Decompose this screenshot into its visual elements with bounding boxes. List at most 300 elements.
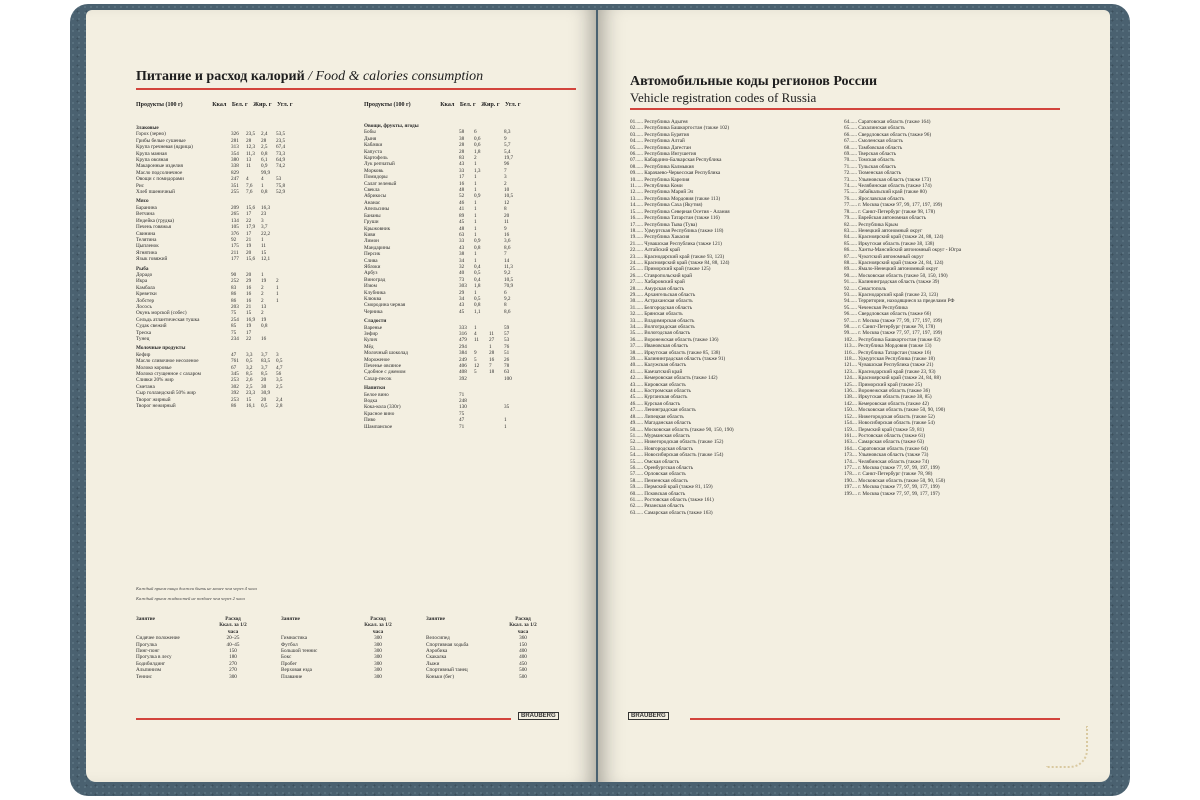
region-code-line: 118.... Удмуртская Республика (также 18) <box>844 356 935 363</box>
food-value: 1 <box>474 289 477 296</box>
food-value: 3,7 <box>261 224 268 231</box>
food-row <box>136 256 291 262</box>
activity-kcal: 400 <box>519 654 527 661</box>
region-code-line: 59...... Пермский край (также 81, 159) <box>630 484 713 491</box>
food-value: 10,5 <box>504 276 514 283</box>
food-name: Язык говяжий <box>136 256 168 263</box>
food-value: 354 <box>231 150 239 157</box>
food-value: 12 <box>504 199 510 206</box>
food-value: 92 <box>231 236 237 243</box>
region-code-line: 02...... Республика Башкортостан (также 102) <box>630 125 730 132</box>
food-value: 384 <box>459 350 467 357</box>
food-value: 408 <box>459 369 467 376</box>
region-code-line: 19...... Республика Хакасия <box>630 234 690 241</box>
title-ru: Питание и расход калорий <box>136 69 305 84</box>
region-code-line: 48...... Липецкая область <box>630 413 684 420</box>
region-code-line: 50...... Московская область (также 90, 150, 190) <box>630 426 734 433</box>
region-code-line: 85...... Иркутская область (также 38, 138) <box>844 240 935 247</box>
food-value: 1 <box>276 291 279 298</box>
food-value: 316 <box>459 331 467 337</box>
food-value: 89 <box>459 212 465 219</box>
activity-header-name: Занятие <box>281 616 300 622</box>
activity-table-3 <box>426 616 538 680</box>
region-code-line: 42...... Кемеровская область (также 142) <box>630 375 718 382</box>
food-value: 35 <box>504 404 510 411</box>
activity-header-kcal: Расход Ккал. за 1/2 часа <box>364 616 392 635</box>
region-code-line: 04...... Республика Алтай <box>630 138 685 145</box>
food-value: 51 <box>504 350 510 357</box>
food-value: 4 <box>261 176 264 183</box>
food-name: Грибы белые сушеные <box>136 137 186 144</box>
food-value: 0,9 <box>261 163 268 170</box>
food-name: Сметана <box>136 383 155 390</box>
region-code-line: 60...... Псковская область <box>630 490 686 497</box>
food-value: 11 <box>246 163 251 170</box>
food-name: Ананас <box>364 199 381 206</box>
food-value: 253 <box>231 396 239 403</box>
food-name: Дорадо <box>136 271 153 278</box>
region-code-line: 96...... Свердловская область (также 66) <box>844 311 932 318</box>
food-value: 52,9 <box>276 189 286 196</box>
food-value: 3 <box>504 174 507 181</box>
food-name: Сыр голландский 50% жир <box>136 390 196 397</box>
food-value: 0,5 <box>261 403 268 410</box>
food-value: 376 <box>231 230 239 237</box>
food-name: Помидоры <box>364 174 388 181</box>
food-value: 8 <box>504 206 507 213</box>
food-value: 16 <box>504 231 510 238</box>
food-value: 38 <box>459 251 465 258</box>
activity-name: Скакалка <box>426 654 447 661</box>
food-value: 2 <box>276 278 279 285</box>
food-value: 43 <box>459 302 465 309</box>
region-code-line: 22...... Алтайский край <box>630 247 680 254</box>
food-value: 17 <box>246 211 252 218</box>
food-value: 5 <box>474 369 477 376</box>
food-name: Баранина <box>136 204 157 211</box>
note-2: Каждый прием жидкостей не позднее чем через 2 часа <box>136 596 245 601</box>
food-value: 1 <box>261 236 264 243</box>
food-row <box>364 376 519 382</box>
food-name: Масло подсолнечное <box>136 169 183 176</box>
food-name: Мандарины <box>364 244 391 251</box>
region-code-line: 01...... Республика Адыгея <box>630 119 688 125</box>
region-code-line: 161.... Ростовская область (также 61) <box>844 432 926 439</box>
region-code-line: 10...... Республика Карелия <box>630 176 690 183</box>
food-name: Зефир <box>364 331 378 337</box>
region-code-line: 15...... Республика Северная Осетия - Алания <box>630 208 730 215</box>
food-value: 4 <box>246 176 249 183</box>
food-value: 21 <box>246 303 252 310</box>
food-name: Рис <box>136 182 144 189</box>
food-name: Дыня <box>364 135 377 142</box>
activity-header-kcal: Расход Ккал. за 1/2 часа <box>509 616 537 635</box>
food-value: 479 <box>459 337 467 344</box>
food-value: 52 <box>459 193 465 200</box>
region-code-line: 164.... Саратовская область (также 64) <box>844 445 928 452</box>
food-name: Свинина <box>136 230 156 237</box>
food-value: 255 <box>231 189 239 196</box>
food-section-title: Мясо <box>136 198 149 205</box>
activity-kcal: 150 <box>519 641 527 648</box>
food-name: Бобы <box>364 129 376 136</box>
food-value: 7,6 <box>246 182 253 189</box>
region-code-line: 152.... Нижегородская область (также 52) <box>844 413 935 420</box>
food-value: 53,5 <box>276 131 286 138</box>
food-value: 5,4 <box>504 148 511 155</box>
bottom-underline <box>136 718 511 720</box>
food-value: 9 <box>474 350 477 357</box>
activity-row <box>426 674 538 680</box>
food-value: 29 <box>246 278 252 285</box>
food-value: 2,4 <box>261 131 268 138</box>
region-code-line: 178.... г. Санкт-Петербург (также 78, 98) <box>844 471 933 478</box>
food-table-col2 <box>364 120 519 430</box>
food-value: 2 <box>261 297 264 304</box>
food-section-title: Молочные продукты <box>136 345 186 352</box>
food-value: 58 <box>459 129 465 136</box>
food-value: 1 <box>504 423 507 430</box>
region-code-line: 24...... Красноярский край (также 84, 88, 124) <box>630 259 730 266</box>
food-value: 3,5 <box>276 377 283 384</box>
food-value: 3,7 <box>261 351 268 358</box>
food-value: 2 <box>504 180 507 187</box>
food-value: 406 <box>459 363 467 370</box>
activity-name: Футбол <box>281 641 298 648</box>
food-value <box>474 424 489 430</box>
activity-name: Бодибилдинг <box>136 660 166 667</box>
food-value: 19 <box>246 323 252 330</box>
brand-logo-right: BRAUBERG <box>628 712 669 720</box>
food-value: 2,5 <box>246 383 253 390</box>
left-page <box>86 10 596 782</box>
food-value: 5 <box>474 356 477 363</box>
activity-kcal: 300 <box>374 660 382 667</box>
header-kcal: Ккал <box>440 102 455 108</box>
region-code-line: 78...... г. Санкт-Петербург (также 98, 178) <box>844 208 935 215</box>
region-code-line: 70...... Томская область <box>844 157 895 164</box>
region-code-line: 26...... Ставропольский край <box>630 272 693 279</box>
food-value: 46 <box>459 199 465 206</box>
activity-kcal: 300 <box>374 654 382 661</box>
food-value: 22 <box>246 217 252 224</box>
food-value: 3,3 <box>246 351 253 358</box>
food-value: 203 <box>231 303 239 310</box>
food-name: Капуста <box>364 148 382 155</box>
food-value: 12,3 <box>246 144 256 151</box>
region-code-line: 174.... Челябинская область (также 74) <box>844 458 929 465</box>
food-value: 90 <box>231 271 237 278</box>
region-code-line: 75...... Забайкальский край (также 80) <box>844 189 927 196</box>
food-value: 0,5 <box>474 270 481 277</box>
food-value: 0,6 <box>474 142 481 149</box>
food-value: 761 <box>231 358 239 365</box>
food-name: Печенье овсяное <box>364 363 402 370</box>
food-value: 86 <box>231 403 237 410</box>
region-code-line: 06...... Республика Ингушетия <box>630 151 697 158</box>
food-value: 12,1 <box>261 256 271 263</box>
food-value: 15 <box>261 249 267 256</box>
food-value: 294 <box>459 343 467 350</box>
food-value: 392 <box>459 375 467 382</box>
food-value: 380 <box>231 157 239 164</box>
food-value: 28 <box>261 137 267 144</box>
region-code-line: 98...... г. Санкт-Петербург (также 78, 178) <box>844 324 935 330</box>
food-value: 0,4 <box>474 263 481 270</box>
food-value: 4,7 <box>276 364 283 371</box>
food-value: 21 <box>246 236 252 243</box>
title-en: Food & calories consumption <box>315 69 484 84</box>
region-code-line: 14...... Республика Саха (Якутия) <box>630 202 703 209</box>
region-code-line: 58...... Пензенская область <box>630 477 688 484</box>
food-value: 22 <box>246 336 252 342</box>
food-name: Красное вино <box>364 410 395 417</box>
activity-kcal: 450 <box>519 660 527 667</box>
food-name: Пиво <box>364 417 376 424</box>
region-code-line: 138.... Иркутская область (также 38, 85) <box>844 394 932 401</box>
food-name: Сливки 20% жир <box>136 377 174 384</box>
title-separator: / <box>304 69 316 84</box>
food-value: 2,8 <box>276 403 283 410</box>
left-page-title <box>136 69 483 85</box>
food-value: 1 <box>474 219 477 226</box>
header-fat: Жир. г <box>481 102 500 108</box>
food-value: 18 <box>489 369 495 376</box>
food-value: 351 <box>231 182 239 189</box>
food-value: 71 <box>459 391 465 398</box>
activity-name: Прогулка в лесу <box>136 654 172 661</box>
food-value: 73,3 <box>276 150 286 157</box>
food-value: 5,7 <box>504 142 511 149</box>
food-name: Мёд <box>364 343 374 350</box>
food-value: 7 <box>489 363 492 370</box>
food-value: 12 <box>474 363 480 370</box>
food-row <box>136 189 291 195</box>
food-value: 48 <box>459 187 465 194</box>
food-value: 8 <box>504 302 507 309</box>
food-value: 17,9 <box>246 224 256 231</box>
activity-name: Пробег <box>281 660 297 667</box>
food-value: 83,5 <box>261 358 271 365</box>
food-value: 0,4 <box>474 276 481 283</box>
region-code-line: 77...... г. Москва (также 97, 99, 177, 197, 199) <box>844 202 943 209</box>
region-code-line: 121.... Чувашская Республика (также 21) <box>844 362 934 369</box>
food-value: 2 <box>474 155 477 162</box>
food-name: Кабачки <box>364 142 383 149</box>
region-code-line: 91...... Калининградская область (также 39) <box>844 279 940 286</box>
region-code-line: 74...... Челябинская область (также 174) <box>844 183 932 190</box>
region-code-line: 25...... Приморский край (также 125) <box>630 266 711 273</box>
activity-header-row <box>281 616 393 635</box>
region-code-line: 56...... Оренбургская область <box>630 464 694 471</box>
food-name: Масло сливочное несоленое <box>136 358 199 365</box>
food-value: 209 <box>231 204 239 211</box>
region-code-line: 142.... Кемеровская область (также 42) <box>844 400 929 407</box>
activity-kcal: 300 <box>374 667 382 674</box>
food-value: 254 <box>231 316 239 323</box>
food-value: 19 <box>261 278 267 285</box>
region-codes-col1 <box>630 119 835 516</box>
food-name: Цыпленок <box>136 243 159 250</box>
food-name: Белое вино <box>364 391 389 398</box>
activity-kcal: 360 <box>519 635 527 642</box>
right-bottom-underline <box>690 718 1060 720</box>
region-code-line: 124.... Красноярский край (также 24, 84, 88) <box>844 375 941 382</box>
region-code-line: 177.... г. Москва (также 77, 97, 99, 197, 199) <box>844 464 940 471</box>
region-code-line: 07...... Кабардино-Балкарская Республика <box>630 157 722 164</box>
food-value: 15,6 <box>246 204 256 211</box>
food-name: Индейка (грудка) <box>136 217 175 224</box>
region-code-line: 61...... Ростовская область (также 161) <box>630 496 714 503</box>
food-value: 78 <box>504 363 510 370</box>
page-corner-decoration <box>1046 726 1088 768</box>
region-code-line: 37...... Ивановская область <box>630 343 689 350</box>
food-value: 23,3 <box>246 390 256 397</box>
food-value: 11,3 <box>246 150 255 157</box>
region-code-line: 199.... г. Москва (также 77, 97, 99, 177, 197) <box>844 490 940 497</box>
food-value: 249 <box>459 356 467 363</box>
food-name: Телятина <box>136 236 157 243</box>
food-value: 3,6 <box>504 238 511 245</box>
food-value: 67 <box>231 364 237 371</box>
region-code-line: 82...... Республика Крым <box>844 221 898 228</box>
food-value: 338 <box>231 163 239 170</box>
food-value: 86 <box>231 297 237 304</box>
activity-kcal: 150 <box>229 648 237 655</box>
food-name: Крупа гречневая (ядрица) <box>136 144 193 151</box>
activity-name: Прогулка <box>136 641 157 648</box>
activity-header-kcal: Расход Ккал. за 1/2 часа <box>219 616 247 635</box>
region-code-line: 116.... Республика Татарстан (также 16) <box>844 349 932 356</box>
food-value: 45 <box>459 219 465 226</box>
food-value: 32 <box>459 263 465 270</box>
region-code-line: 173.... Ульяновская область (также 73) <box>844 452 929 459</box>
activity-name: Верховая езда <box>281 667 312 674</box>
food-name: Молоко сгущенное с сахаром <box>136 371 201 378</box>
food-value: 53 <box>276 176 282 183</box>
food-value: 0,8 <box>261 323 268 330</box>
food-name: Шампанское <box>364 423 393 430</box>
region-code-line: 87...... Чукотский автономный округ <box>844 253 924 260</box>
food-value: 43 <box>459 161 465 168</box>
food-value: 16 <box>489 356 495 363</box>
region-code-line: 53...... Новгородская область <box>630 445 693 452</box>
food-value: 64,9 <box>276 157 286 164</box>
food-name: Сахар-песок <box>364 375 392 382</box>
activity-row <box>281 674 393 680</box>
food-value: 1 <box>474 257 477 264</box>
table-header-col1 <box>136 102 292 108</box>
region-code-line: 28...... Амурская область <box>630 285 685 292</box>
food-value: 16 <box>246 291 252 298</box>
food-value: 16 <box>246 297 252 304</box>
right-page-title: Автомобильные коды регионов России <box>630 74 878 89</box>
food-name: Кока-кола (330г) <box>364 404 401 411</box>
region-code-line: 113.... Республика Мордовия (также 13) <box>844 343 932 350</box>
food-name: Сельдь атлантическая тушка <box>136 316 200 323</box>
food-name: Окунь морской (собес) <box>136 310 187 317</box>
food-name: Крупа манная <box>136 150 167 157</box>
activity-header-row <box>426 616 538 635</box>
food-value: 3 <box>261 217 264 224</box>
food-value: 20 <box>246 271 252 278</box>
food-value: 16,1 <box>246 403 256 410</box>
region-code-line: 159.... Пермский край (также 59, 81) <box>844 426 924 433</box>
food-value: 19 <box>261 316 267 323</box>
food-value: 20 <box>261 377 267 384</box>
food-value: 211 <box>231 249 239 256</box>
food-value: 16,9 <box>246 316 256 323</box>
region-code-line: 23...... Краснодарский край (также 93, 123) <box>630 253 725 260</box>
food-value: 96 <box>504 161 510 168</box>
region-code-line: 95...... Чеченская Республика <box>844 304 908 311</box>
region-code-line: 86...... Ханты-Мансийский автономный округ - Югра <box>844 247 962 254</box>
food-name: Треска <box>136 329 152 336</box>
food-value: 0,9 <box>474 193 481 200</box>
region-code-line: 163.... Самарская область (также 63) <box>844 439 925 446</box>
activity-kcal: 20–25 <box>226 635 240 642</box>
region-code-line: 44...... Костромская область <box>630 388 691 395</box>
food-value: 75 <box>231 310 237 317</box>
food-value: 2,4 <box>276 396 283 403</box>
food-name: Молочный шоколад <box>364 350 408 357</box>
food-value: 17 <box>459 174 465 181</box>
region-code-line: 41...... Камчатский край <box>630 368 683 375</box>
food-value: 1,8 <box>474 148 481 155</box>
food-name: Смородина черная <box>364 302 406 309</box>
food-name: Судак свежий <box>136 323 167 330</box>
region-code-line: 11...... Республика Коми <box>630 183 683 190</box>
food-value: 67,4 <box>276 144 286 151</box>
food-value: 1,8 <box>474 283 481 290</box>
food-value: 3,2 <box>246 364 253 371</box>
activity-kcal: 300 <box>229 673 237 680</box>
activity-name: Теннис <box>136 673 152 680</box>
food-value: 345 <box>231 371 239 378</box>
food-value: 11,3 <box>504 263 513 270</box>
region-code-line: 102.... Республика Башкортостан (также 02) <box>844 336 941 343</box>
region-code-line: 08...... Республика Калмыкия <box>630 163 694 170</box>
region-code-line: 136.... Воронежская область (также 36) <box>844 388 930 395</box>
food-value: 16 <box>261 336 267 342</box>
activity-kcal: 300 <box>374 673 382 680</box>
food-value: 1 <box>261 182 264 189</box>
food-value: 70,9 <box>504 283 514 290</box>
food-value <box>489 376 504 382</box>
food-value: 3,7 <box>261 364 268 371</box>
food-value: 28 <box>459 142 465 149</box>
food-value: 9 <box>504 225 507 232</box>
region-code-line: 29...... Архангельская область <box>630 291 696 298</box>
food-name: Мороженое <box>364 356 390 363</box>
food-name: Персик <box>364 251 381 258</box>
region-code-line: 35...... Вологодская область <box>630 330 691 337</box>
food-value: 34 <box>459 295 465 302</box>
food-value: 2 <box>261 310 264 317</box>
food-value: 11 <box>489 331 494 337</box>
food-value: 175 <box>231 243 239 250</box>
activity-name: Большой теннис <box>281 648 318 655</box>
header-products: Продукты (100 г) <box>364 102 411 108</box>
region-code-line: 18...... Удмуртская Республика (также 118) <box>630 227 724 234</box>
food-value: 59 <box>504 324 510 331</box>
food-row <box>364 424 519 430</box>
food-value: 15,6 <box>246 256 256 263</box>
food-value: 0,8 <box>261 150 268 157</box>
region-code-line: 79...... Еврейская автономная область <box>844 215 926 222</box>
activity-name: Бокс <box>281 654 292 661</box>
activity-kcal: 500 <box>519 667 527 674</box>
